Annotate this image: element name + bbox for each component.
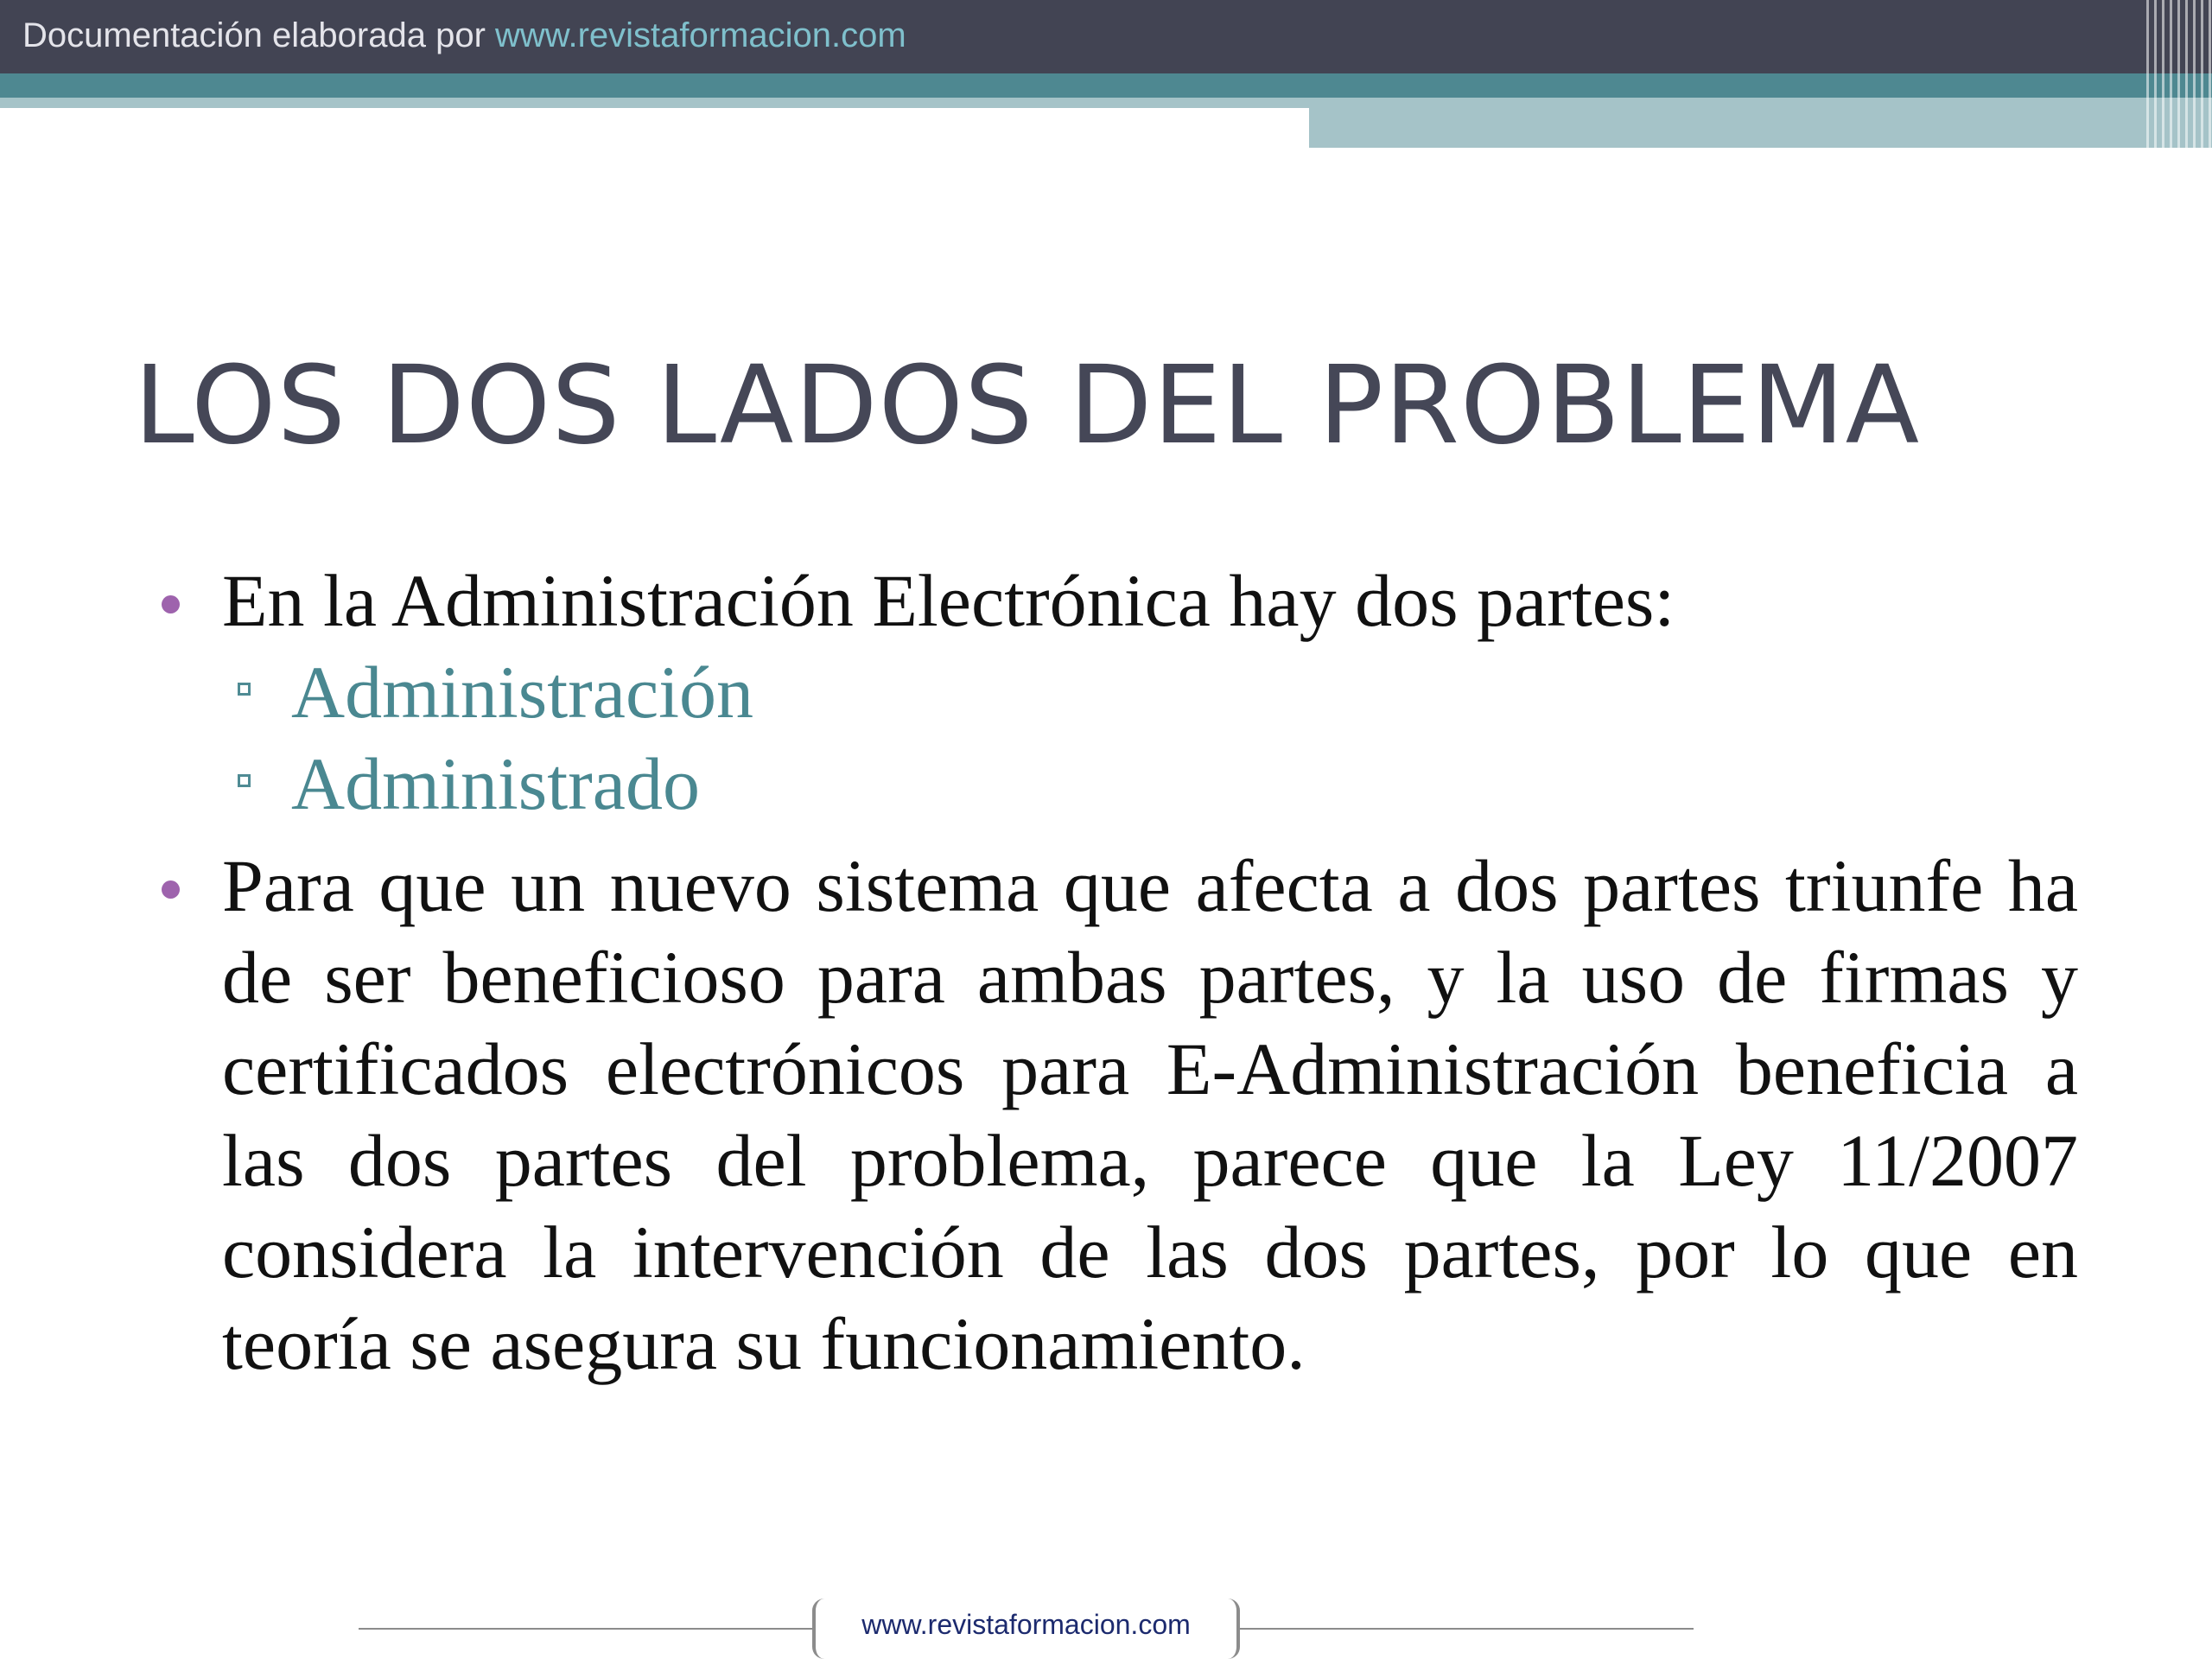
bullet-dot-icon [162,595,180,613]
sub-bullet-list [160,646,2078,830]
header-stripe-light-right [1309,98,2212,148]
slide-content [160,555,2078,1389]
square-bullet-icon [238,683,251,696]
header-band [0,0,2212,73]
header-decorative-lines [2141,0,2212,149]
bullet-text-first: En la Administración Electrónica hay dos partes: [222,559,1675,642]
bullet-text-second: Para que un nuevo sistema que afecta a dos partes triunfe ha de ser beneficioso para ambas partes, y la uso de firmas y certificados electrónicos para E-Administración beneficia a las dos partes del problema, parece que la Ley 11/2007 considera la intervención de las dos partes, por lo que en teoría se asegura su funcionamiento. [222,844,2078,1385]
bullet-item-first [160,555,2078,646]
footer-line-left [359,1628,812,1630]
sub-bullet-text: Administración [291,651,754,734]
bullet-item-second [160,840,2078,1389]
sub-bullet-text: Administrado [291,742,700,825]
bullet-dot-icon [162,880,180,899]
header-link[interactable]: www.revistaformacion.com [495,16,906,54]
square-bullet-icon [238,774,251,787]
footer-line-right [1240,1628,1694,1630]
header-prefix: Documentación elaborada por [22,16,496,54]
slide-title: LOS DOS LADOS DEL PROBLEMA [134,343,1921,468]
footer-link[interactable]: www.revistaformacion.com [861,1609,1191,1640]
header-stripe-teal [0,73,2212,98]
header-text [22,0,906,73]
spacer [160,830,2078,840]
sub-bullet-item [160,646,2078,738]
sub-bullet-item [160,738,2078,830]
header-stripe-light-left [0,98,1309,108]
